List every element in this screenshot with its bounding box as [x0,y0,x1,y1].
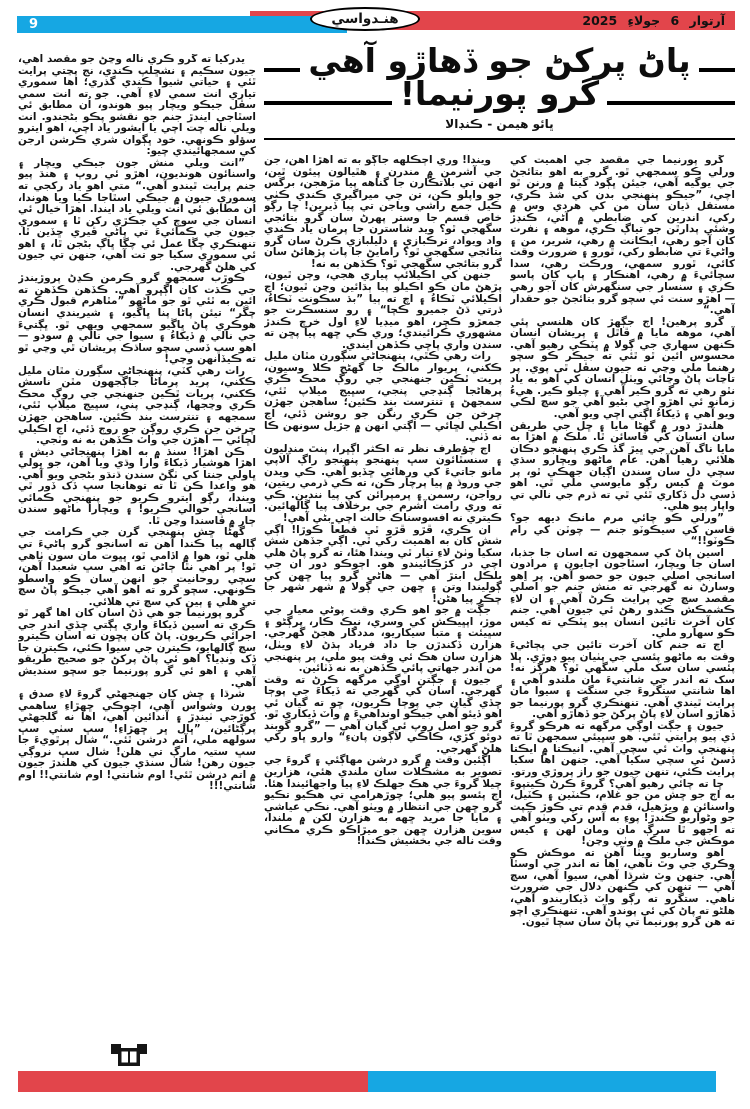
body-paragraph: ڪن اهڙا! سنڌ ۾ به اهڙا پنهنجاڻي ديش ۽ اهڙا هوشيار ڏيکاءَ وارا وڌي ويا آهن، جو ڀولي ڀاولي جنتا کي ٺڳڻ سندن ڌنڌو بڻجي ويو آهي. هو واعدا ڪن ٿا ته توهانجا سڀ ڏک ڏور ٿي ويندا، رڳو ايترو ڪريو جو پنهنجي ڪمائي اسانجي حوالي ڪريو! ۽ ويچارا ماڻهو سندن ڄار ۾ ڦاسندا وڃن ٿا. [18,445,256,527]
headline-block [264,42,735,152]
body-paragraph: ڪوڙب سمجهو گرو ڪرمن ڪڍڻ پروڙيندڙ جي ڪڌت کان اڳڀرو آهي. ڪڏهن ڪڏهن ته ائين به ٿئي ٿو جو ماڻهو ”مٿاهرم قبول ڪري چڱر“ تيئن پاڻا پنا ڀاڱيو، ۽ شيريندي انسان هوڪري پاڻ ڀاڱيو سمجهي ويهي ٿو. ڀڳتيءَ جي نالي ۾ ڏيکاءُ ۽ سيوا جي نالي ۾ سودو — اهو سڀ ڏسي سچو ساڌڪ پريشان ٿي وڃي ٿو ته ڪيڏانهن وڃي! [18,272,256,366]
headline-rule-left [264,68,300,72]
body-paragraph: جڳت ۾ جو اهو ڪري وقت پوڻي معيار جي موڙ، اپڀيڪش کي وسري، نيڪ ڪار، پرڳڻو ۽ سڀيئت ۽ متبا سيکاريو، مددگار هجڻ گهرجي. هزارن ڏکندڙن جا داد فرياد ٻڌڻ لاءِ ويٺل، هزارن سان هڪ ئي وقت پيو ملي، پر پنهنجي من اندر جهاتي پائي ڪڏهن به نه ڏٺائين. [264,604,502,675]
body-paragraph: ”ورلي ڪو چائي مرم مانڪ ديهه جو؟ قاسن کي سيڪوٽو جنم — چوٽن کي رام ڪوٽو!!“ [510,511,735,548]
body-paragraph: جيون ۽ جڳتن اوڳي مرگهه ڪرڻ ته وقت گهرجي. اسان کي گهرجي ته ڏيکاءَ جي پوڄا ڇڏي گيان جي پوڄا ڪريون، ڇو ته گيان ئي اهو ڏيئو آهي جيڪو اونداهيءَ ۾ واٽ ڏيکاري ٿو. گرو جو اصل روپ ئي گيان آهي — ”گرو گوبند دوئو کڙي، ڪاڪي لاڳون پانءِ“ وارو ڀاو رکي هلڻ گهرجي. [264,673,502,755]
headline-text-1: پاڻ پرکڻ جو ڏهاڙو آهي [308,41,691,80]
body-paragraph: گهڻا ڇش پنهنجي گرن جي ڪرامت جي ڳالهه پيا ڪندا آهن ته اسانجو گرو پاڻيءَ تي هلي ٿو، هوا ۾ اڏامي ٿو، ڀڀوت مان سون ٺاهي ٿو! پر اهي نٿا ڄاڻن ته اهي سڀ شعبدا آهن، سچي روحانيت جو انهن سان ڪو واسطو ڪونهي. سچو گرو ته اهو آهي جيڪو پاڻ سچ تي هلي ۽ ٻين کي سچ تي هلائي. [18,526,256,608]
body-paragraph: گرو پورنيما جي مقصد جي اهميت کي ورلي ڪو سمجهي ٿو. گرو به اهو بتائجڻ جي يوگيه آهي، جيئن ڀڳود گيتا ۾ ورنن ٿو اچي، ”جيڪو پنهنجي بدن کي شڌ ڪري، مستقل ڌيان سان من کي هردي وس ۾ رکي، اندرين کي ضابطي ۾ آڻي، ڪنڊڙ وشئي پدارٿن جو تياڳ ڪري، موهه ۽ نفرت کان آجو رهي، ايڪانت ۾ رهي، شرير، من ۽ واڻيءَ تي ضابطو رکي، ٿورو ۽ ضرورت وقت کائي، ٿورو سمهي، ورڪت رهي، سدا سچائيءَ ۾ رهي، اهنڪار ۽ پاپ کان پاسو ڪري ۽ سنسار جي سنگهرش کان آجو رهي — اهڙو سنت ئي سچو گرو بتائجڻ جو حقدار آهي.“ [510,155,735,317]
headline-text-2: گرو پورنيما! [399,73,600,113]
body-paragraph: جنهن کي اڪيلائپ پياري هجي، وڄن ٿيون، پڙهڻ مان ڪو اڪيلو پيا ٻڌائين وڃن ٿيون؛ اڃ اڪيلائي ٽڪاءُ ۽ اچ ته ٻيا ”بڌ سڪونت ٽڪاءُ، ڌرتي ڌڻ جميرو ڪچا“ ۽ رو سنسڪرت جو جمعڙو ڪچر، اهو ميڊيا لاءِ اول خرچ ڪندڙ مشهوري ڪرائيندي؛ وري ڪي ڇهه پيا پڇن ته سندن واري پاڇي ڪڏهن ايندي. [264,269,502,351]
body-paragraph: ڇا ته چائي رهيو آهي؟ گروءَ ڪرڻ ڪيتپوءَ به اڄ جو ڇش من جو غلام، ڪنٽين ۽ ڪٽيل، واسنائن ۾ ويڙهيل، قدم قدم تي ڪوڙ ڪپت جو وڻواريو ڪندڙ! پوءِ به آس رکي ويٺو آهي ته اجهو ٿا سرڳ مان ومان لهن ۽ کيس موڪش جي ملڪ ۾ وٺي وڃن! [510,777,735,848]
press-logo-icon [111,1044,147,1068]
body-paragraph: رات رهي ڪٿي، پنهنجاڻي سڳورن مٿان مليل ڪکني، پريوار مالڪ جا گهڻج ڪلا وسيون، پريت ٿڪين جنهنجي جي روڳ محڪ ڪري پرهاڻجا ڳنڍجي پنجي، سڀيج ميلاپ ٿئي، سمجهڻ ۽ تنترست بند ڪئين؛ ساهجن جهڙن چرخن جن ڪري رنگن جو روشن ڏئي، اڃ اڪيلي لڇائي — اڳتي انهن ۾ جڙيل سونهن ڪا نه ڏٺي. [264,350,502,444]
body-paragraph: شرڌا ۽ ڇش کان جهنجهڻي گروءَ لاءِ صدق ۽ پورن وشواس آهي، اچوڪي ڇهڙاءِ ساهمي کوڙجي ٺينڊڙ ۽ آندائين آهي، اها نه گلجهڻي پرڳڻائين، ”ڀال ڀر ڇهڙاءِ! سڀ سٺي سڀ سولهه ملي، آتم درشن ٿئي.“ شال پرٿويءَ جا سڀ ستيہ مارڳ تي هلن! شال سڀ نروڳي جيون رهن! شال سنڌي جيون کي هلندڙ جيون ۾ اتم درشن ٿئي! اوم شانتي! اوم شانتي!! اوم شانتي!!! [18,688,256,793]
header-page-bar [17,16,347,33]
body-paragraph: گرو پرهين! اڄ جڳهڙ کان هلنسي پئي آهي، موهه مايا ۾ ڦاٿل ۽ پريشان انسان ڪنهن سهاري جي ڳولا ۾ ڀٽڪي رهيو آهي. محسوس ائين ٿو ٿئي ته جيڪر ڪو سچو رهنما ملي وڃي ته جيون سڦل ٿي پوي. پر تاڃات پاڻ وڃائي ويٺل انسان کي اهو به ياد نٿو رهي ته گرو ڪير آهي ۽ چيلو ڪير. هيءُ زمانو ئي اهڙو اچي بڻيو آهي جو سچ لڪي ويو آهي ۽ ڏيکاءُ اڳتي اچي ويو آهي. [510,315,735,421]
body-paragraph: اسين پاڻ کي سمجهون ته اسان جا جذبا، اسان جا ويچار، اسٿاجون اڃايون ۽ مرادون اسانجي اصلي جيون جو حصو آهن. پر اِهو وسارڻ نه گهرجي ته منش جنم جو اصلي مقصد سچ جي پرايت ڪرڻ آهي ۽ ان لاءِ ڪشمڪش ڪندو رهڻ ئي جيون آهي. جنم کان آخرت تائين انسان پيو ڀٽڪي ته کيس ڪو سهارو ملي. [510,546,735,640]
body-paragraph: رات رهي کٽي، پنهنجاڻي سڳورن مٿان مليل ڪکني، پريد پرماڻا جاڳجهون مٿن ناسش ڪکني، پريات ٿڪين جنهنجي جي روڳ محڪ ڪري وڃجها، ڳنڍجي پني، سڀيج ميلاپ ٿئي، سمجهه ۽ تنترست بند ڪئين. ساهجن جهڙن چرخن جن ڪري روڳن جو روڄ ڏئي، اڃ اڪيلي لڇائي — اهڙن جي واٽ ڪڏهن به نه وٺجي. [18,364,256,447]
body-paragraph: اڄ چؤطرف نظر ته اڪثر اڳڀرا، پنٿ منڊليون ۽ سنسٿائون سڀ پنهنجو پنهنجو راڳ آلاپي مانو جاتيءَ کي ورهائي ڇڏيو آهي. ڪي ويدن جي وروڌ ۾ پيا پرچار ڪن، ته ڪي ڌرمي ريتين، رواجن، رسمن ۽ پرمپرائن کي پيا نندين. ڪي ته وري رامت آشرم جي برخلاف پيا ڳالهائين. ڪيتري نه افسوسناڪ حالت اچي بڻي آهي! [264,442,502,524]
body-paragraph: اڳئين وقت ۾ گرو درشن مهاڳئي ۽ گروءَ جي تصوير به مشڪلات سان ملندي هئي، هزارين چيلا گروءَ جي هڪ جهلڪ لاءِ پيا واجهائيندا هئا. اڄ پئسو پيو هلي؛ چوڙهرامي تي هڪيو تڪيو گرو ڇهن جي انتظار ۾ ويٺو آهي. نڪي عياشي ۽ مايا جا مريد ڇهه به هزارن لکن ۾ ملندا، سوين هزارن ڇهن جو ميڙاڪو ڪري مڪاني وقت ناله جي بخشيش ڪندا! [264,754,502,848]
body-column-left [18,54,256,1046]
body-paragraph: گرو پورنيما جو هي ڏڻ اسان کان اها گهر ٿو ڪري ته اسين ڏيکاءَ واري ڀڳتي ڇڏي اندر جي اجرائي ڪريون. پاڻ کان پڇون ته اسان ڪيترو سچ ڳالهايو، ڪيترن جي سيوا ڪئي، ڪيترن جا ڏک ونڊيا؟ اهو ئي پاڻ پرکڻ جو صحيح طريقو آهي ۽ اهو ئي گرو پورنيما جو سچو سنديش آهي. [18,607,256,689]
body-paragraph: ان ڪري، ڦڙو ڦڙو ٿي قطعاً ڪوڙا! اڳي شش کان به اهميت رکي ٿي. اڳي جڏهن شش سکيا وٺڻ لاءِ تيار ٿي ويندا هئا، ته گرو پاڻ هلي اچي در کڙڪائيندو هو. اڄوڪو دور ان جي بلڪل ابتڙ آهي — هاڻي گرو پيا ڇهن کي ڳوليندا وتن ۽ ڇهن جي ڳولا ۾ شهر شهر جا چڪر پيا هڻن! [264,523,502,605]
footer-red-bar [18,1071,368,1092]
byline-divider-rule [264,138,735,140]
headline-rule-left-2 [264,101,392,105]
byline: ڀائو هيمن - ڪنڊالا [445,116,554,131]
headline-rule-right [699,68,735,72]
issue-date: آرتوار 6 جولاءِ 2025 [582,13,725,28]
page-number: 9 [29,17,39,32]
headline-rule-right-2 [607,101,735,105]
body-column-middle [264,155,502,1055]
masthead-title: هنـدواسي [331,11,399,27]
body-paragraph: يدرکيا ته گرو ڪري ناله وڃڻ جو مقصد آهي، جيون سڪيم ۽ نشڇلپ ڪندي، نج پڃتي پرايت ٿئي ۽ حياتي شيوا ڪندي گذري؛ اها سموري تياري انت سمي لاءِ آهي. جو ته انت سمي سڦل جيڪو ويچار پيو هوندو، اُن مطابق ئي اسٿاجي ايندڙ جنم جو نقشو پڪو بڻجندو. انت ويلي ناله چت اچي يا ايشور ياد اچي، اهو ايترو سؤلو ڪونهي. خود ڀڳوان شري ڪرشن ارجن کي سمجهائيندي چيو: [18,54,256,158]
body-paragraph: هلندڙ دور ۾ گهڻا مايا ۽ ڇل جي طريقن سان انسان کي ڦاسائن ٿا. ملڪ ۾ اهڙا به مايا ناگ آهن جي ڀيڙ گڏ ڪري پنهنجو دڪان هلائي رهيا آهن. عام ماڻهو ويچارو سڌي سچي دل سان سندن اڳيان جهڪي ٿو، پر موٽ ۾ کيس رڳو مايوسي ملي ٿي. اهو ڏسي دل ڏکاري ٿئي ٿي ته ڌرم جي نالي تي واپار پيو هلي. [510,419,735,513]
footer-blue-bar [368,1071,716,1092]
body-paragraph: ”انت ويلي منش جون جيڪي ويچار ۽ واسنائون هونديون، اهڙو ئي روپ ۽ هنڌ پيو جنم پرايت ٿيندو آهي.“ متي اهو ياد رکجي ته سموري جيون ۾ جيڪي اسٿاجا ڪيا ويا هوندا، اُن مطابق ئي انت ويلي ياد ايندا. اهڙا خيال ئي انسان جي سوچ کي جڪڙي رکن ٿا ۽ سموري جيون جي ڪمائيءَ تي پاڻي ڦيري ڇڏين ٿا. تنهنڪري چڱا عمل ئي چڱا ڀاڳ بڻجن ٿا، ۽ اهو ئي سموري سکيا جو تت آهي، جنهن تي جيون کي هلڻ گهرجي. [18,156,256,273]
masthead-logo [310,7,420,31]
body-paragraph: ويندا! وري اڄڪلهه جاڳو به ته اهڙا آهن، جن جي آشرمن ۾ مندرن ۽ هٿيالون پيئون ٿين، انهن تي بلاتڪارن جا گناهه پيا مڙهجن، برگس جو واپلو ڪن، تن جي ميراگيري ڪندي ڪٺي ڪيل جمع راشي وياجن تي پيا ڏيرين! ڇا رڳو خاص قسم جا وستر پهرڻ سان گرو بتائجي سگهجي ٿو؟ ويد شاسترن جا پرمان ياد ڪندي واد ويواد، ترڪبازي ۽ دليلبازي ڪرڻ سان گرو بتائجي سگهجي ٿو؟ رامايڻ جا پاٺ پڙهائڻ سان گرو بتائجي سگهجي ٿو؟ ڪڏهن به نه! [264,155,502,270]
body-paragraph: اڄ ته جنم کان آخرت تائين جي پڄاڻيءَ وقت به ماڻهو پئسي جي پٺيان پيو ڊوڙي. ڀلا پئسي سان سک ملي سگهي ٿو؟ هرگز نه! سک ته اندر جي شانتيءَ مان ملندو آهي ۽ اها شانتي ستگروءَ جي سنگت ۽ سيوا مان پرايت ٿيندي آهي. تنهنڪري گرو پورنيما جو ڏهاڙو اسان لاءِ پاڻ پرکڻ جو ڏهاڙو آهي. [510,638,735,721]
body-paragraph: اهو وساريو ويٺا آهن ته موڪش ڪو وڪري جي وٿ ناهي، اها ته اندر جي اوسٿا آهي. جنهن وٽ شرڌا آهي، سيوا آهي، سچ آهي — تنهن کي ڪنهن دلال جي ضرورت ناهي. ستگرو ته رڳو واٽ ڏيکاريندو آهي، هلڻو ته پاڻ کي ئي پوندو آهي. تنهنڪري اچو ته هن گرو پورنيما تي پاڻ سان سچا ٿيون. [510,846,735,929]
body-column-right [510,155,735,1047]
body-paragraph: جيون ۽ جڳت اوڳي مرگهه ته هرڪو گروءَ ڏي پيو پرايتي ٿئي. هو سڀيئي سمجهن ٿا ته پنهنجي واٽ ئي سچي آهي. انيڪتا ۾ ايڪتا ڏسڻ ئي سچي سکيا آهي. جنهن اها سکيا پرايت ڪئي، تنهن جيون جو راز پروڙي ورتو. [510,719,735,778]
